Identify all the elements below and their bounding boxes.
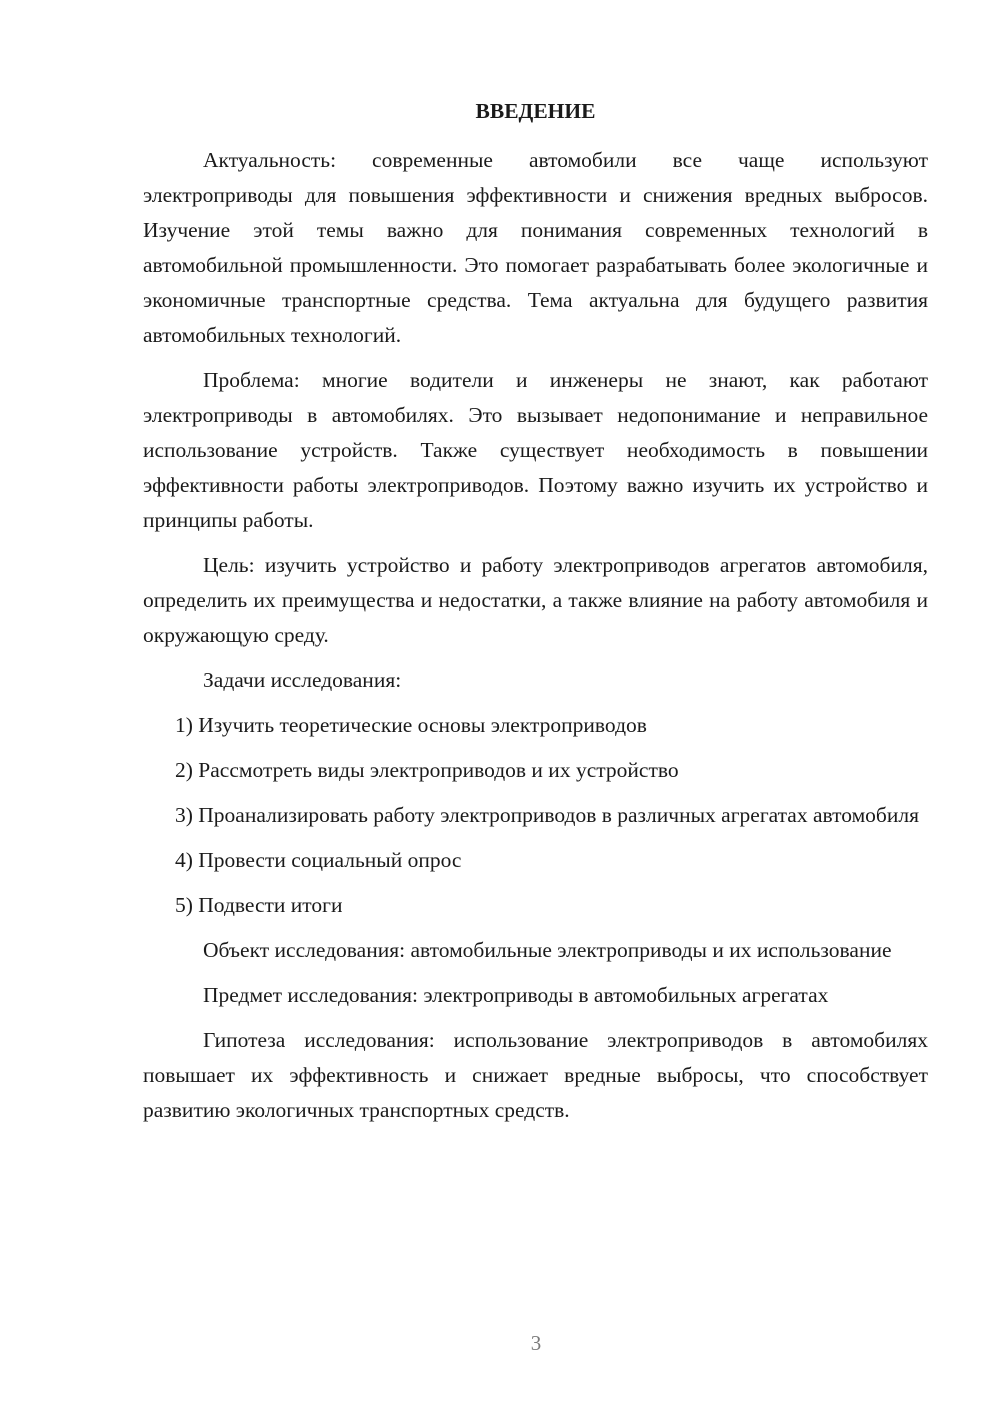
task-item: 1) Изучить теоретические основы электроприводов [175, 713, 647, 737]
page-number: 3 [530, 1331, 542, 1355]
page-title: ВВЕДЕНИЕ [475, 99, 596, 123]
tasks-heading: Задачи исследования: [203, 668, 402, 692]
problem-paragraph: Проблема: многие водители и инженеры не знают, как работают электроприводы в автомобилях. Это вызывает недопонимание и неправильное использование устройств. Также существует необходимость в повышении эффективности работы электроприводов. Поэтому важно изучить их устройство и принципы работы. [143, 368, 928, 532]
object-paragraph: Объект исследования: автомобильные электроприводы и их использование [203, 938, 892, 962]
hypothesis-paragraph: Гипотеза исследования: использование электроприводов в автомобилях повышает их эффективность и снижает вредные выбросы, что способствует развитию экологичных транспортных средств. [143, 1028, 928, 1122]
tasks-list [143, 708, 928, 923]
goal-paragraph: Цель: изучить устройство и работу электроприводов агрегатов автомобиля, определить их преимущества и недостатки, а также влияние на работу автомобиля и окружающую среду. [143, 553, 928, 647]
task-item: 5) Подвести итоги [175, 893, 343, 917]
task-item: 3) Проанализировать работу электроприводов в различных агрегатах автомобиля [175, 803, 919, 827]
subject-paragraph: Предмет исследования: электроприводы в автомобильных агрегатах [203, 983, 829, 1007]
relevance-paragraph: Актуальность: современные автомобили все чаще используют электроприводы для повышения эффективности и снижения вредных выбросов. Изучение этой темы важно для понимания современных технологий в автомобильной промышленности. Это помогает разрабатывать более экологичные и экономичные транспортные средства. Тема актуальна для будущего развития автомобильных технологий. [143, 148, 928, 347]
document-body [143, 94, 928, 1138]
task-item: 2) Рассмотреть виды электроприводов и их устройство [175, 758, 679, 782]
task-item: 4) Провести социальный опрос [175, 848, 462, 872]
